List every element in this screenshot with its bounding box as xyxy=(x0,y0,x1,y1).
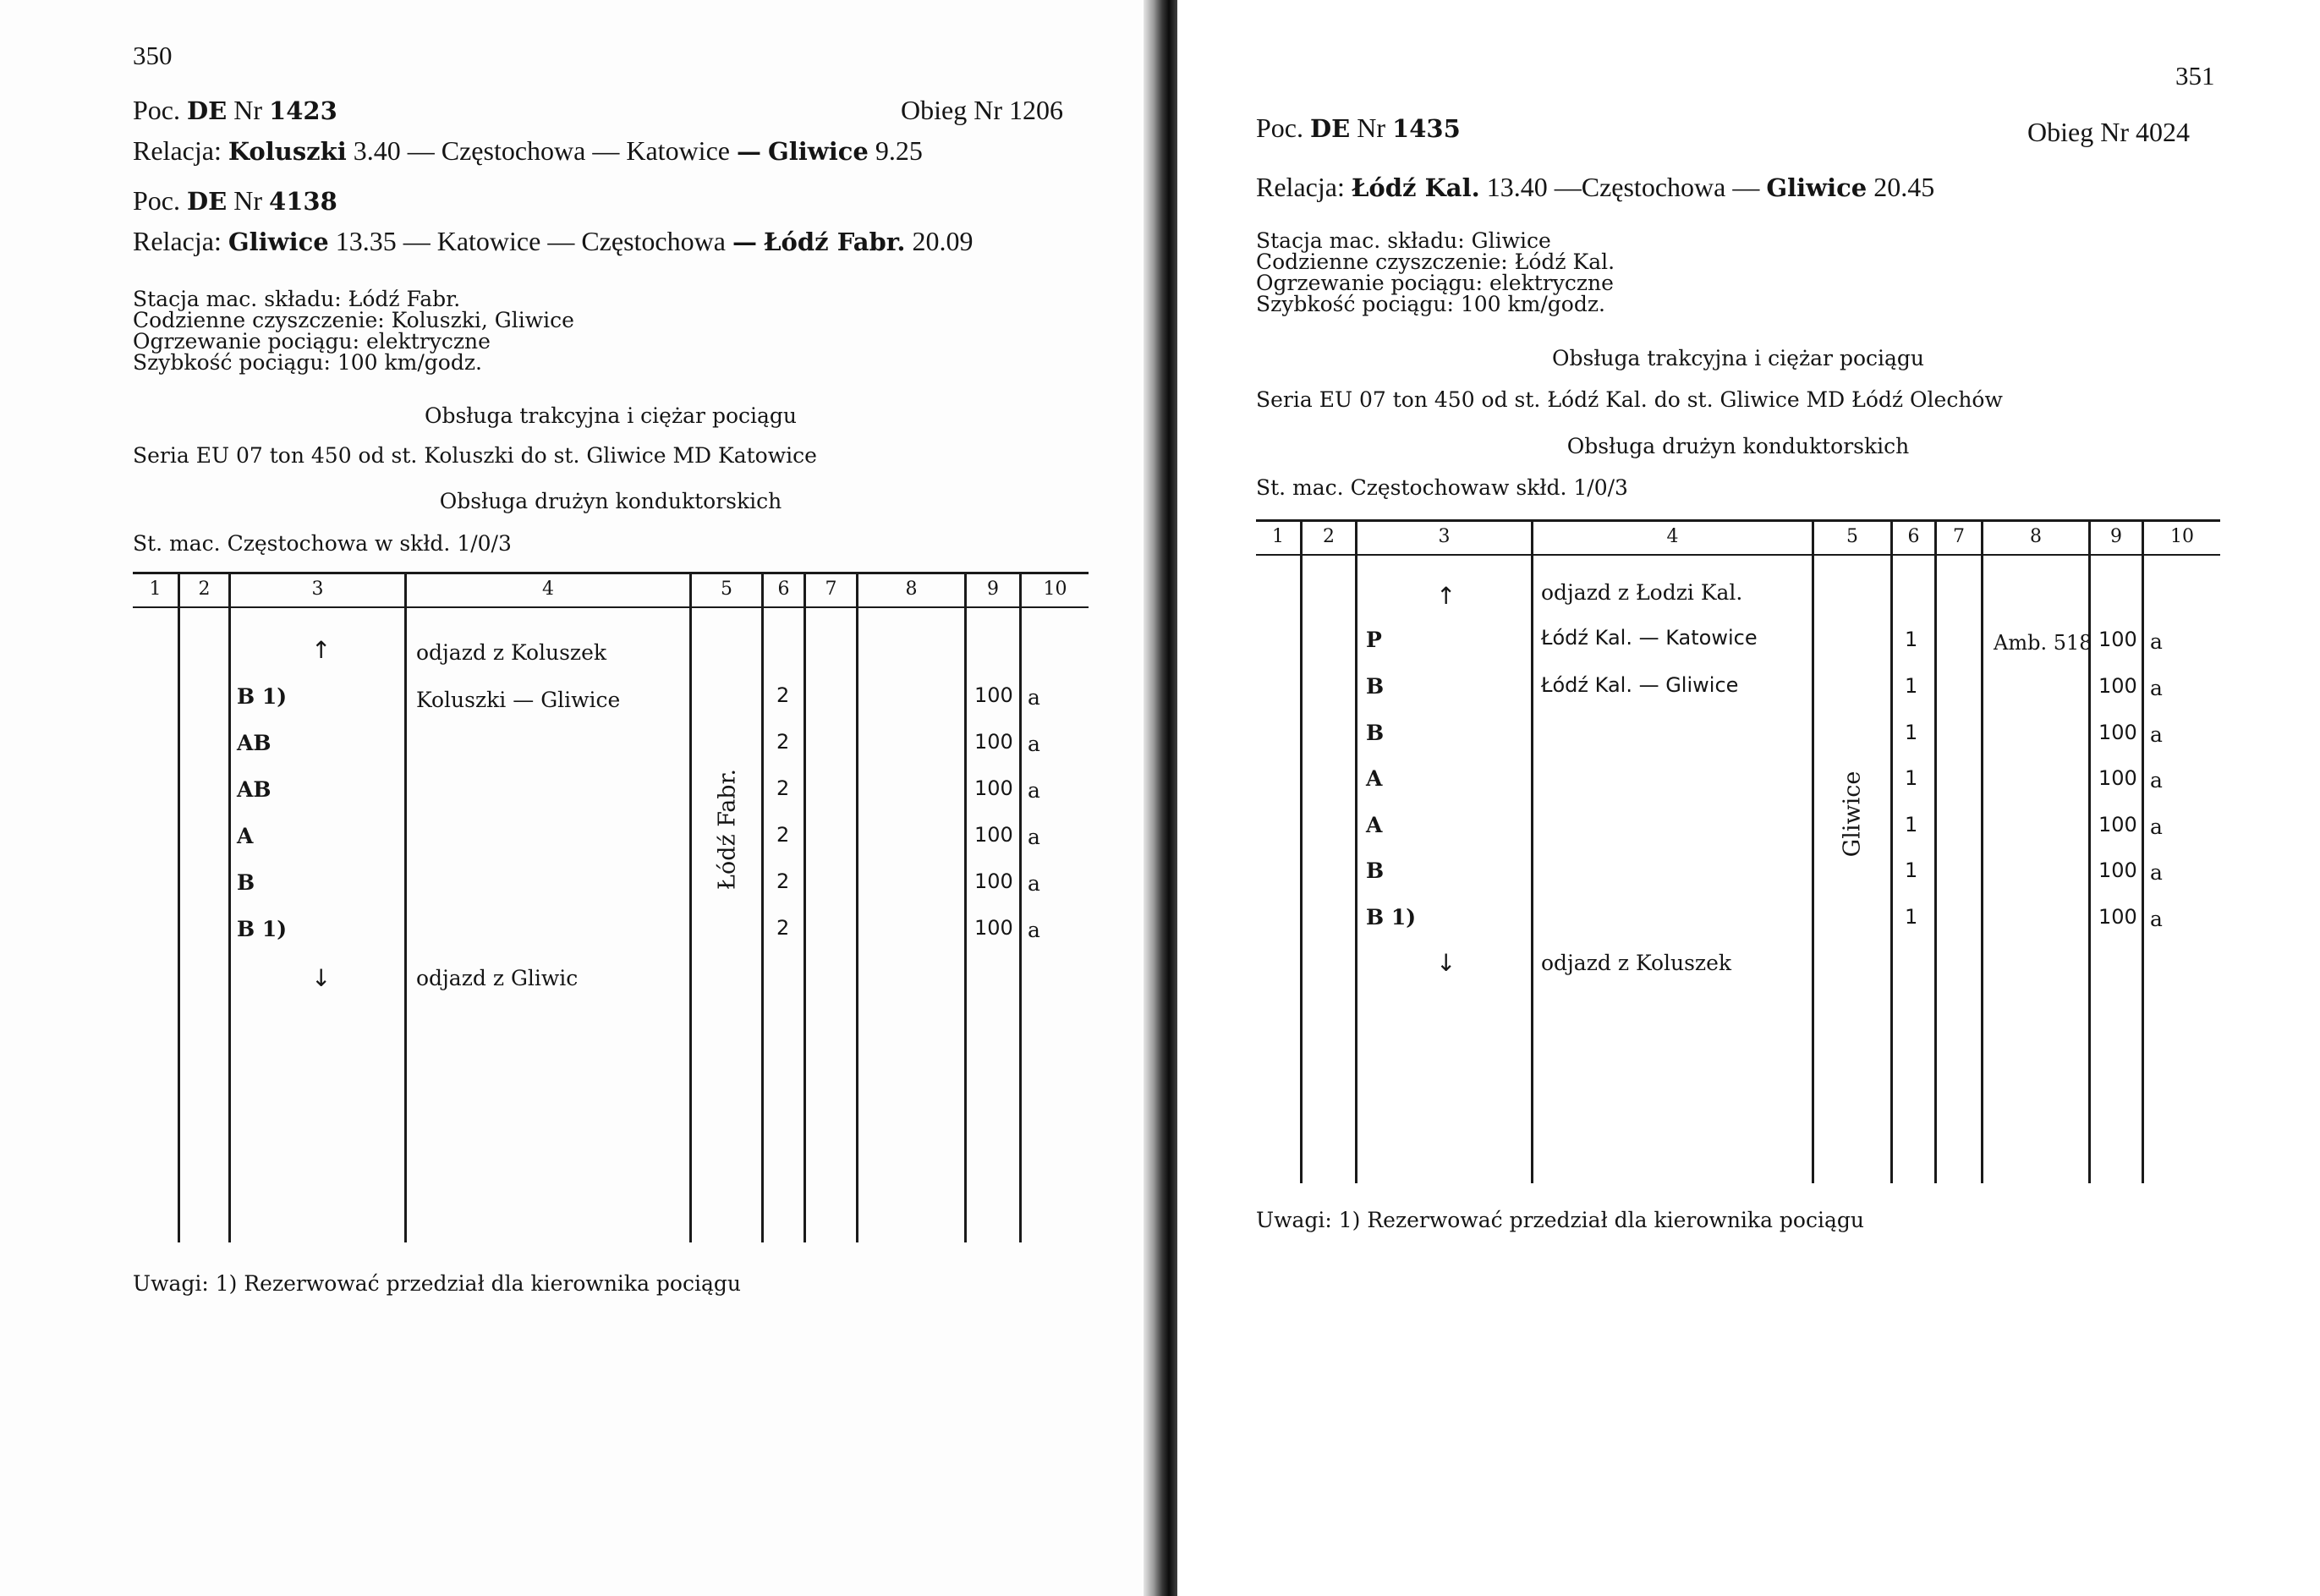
relation-to: Gliwice xyxy=(767,137,869,166)
train-label: Poc. xyxy=(133,95,180,125)
table-cell-mark: a xyxy=(1028,918,1040,942)
traction-line: Seria EU 07 ton 450 od st. Łódź Kal. do st. Gliwice MD Łódź Olechów xyxy=(1256,387,2003,412)
table-cell-weight: 100 xyxy=(974,776,1013,800)
table-cell-count: 1 xyxy=(1905,766,1918,790)
table-cell-weight: 100 xyxy=(2098,674,2137,698)
column-divider xyxy=(1934,522,1937,1183)
table-cell-count: 2 xyxy=(776,916,790,940)
relation-dep-time: 13.40 xyxy=(1486,172,1548,202)
column-header: 9 xyxy=(987,579,999,600)
table-cell-mark: a xyxy=(2150,860,2163,885)
table-cell-class: A xyxy=(1366,813,1383,837)
table-cell-mark: a xyxy=(1028,732,1040,756)
relation-to: Łódź Fabr. xyxy=(763,228,906,256)
page-number: 350 xyxy=(133,41,173,70)
train-header xyxy=(1256,112,1461,144)
column-header: 2 xyxy=(1323,526,1335,547)
relation-dash: — xyxy=(547,226,575,256)
table-cell-count: 1 xyxy=(1905,858,1918,882)
relation-dash: — xyxy=(592,135,620,166)
relation-dep-time: 13.35 xyxy=(335,226,397,256)
table-cell-count: 2 xyxy=(776,683,790,707)
info-line: Szybkość pociągu: 100 km/godz. xyxy=(133,350,482,375)
column-divider xyxy=(761,574,764,1242)
info-line: Stacja mac. składu: Łódź Fabr. xyxy=(133,287,461,311)
column-header: 3 xyxy=(311,579,324,600)
crew-title: Obsługa drużyn konduktorskich xyxy=(1566,434,1910,458)
info-line: Stacja mac. składu: Gliwice xyxy=(1256,228,1551,253)
table-cell-count: 2 xyxy=(776,730,790,754)
train-category: DE xyxy=(1310,114,1351,143)
train-label: Poc. xyxy=(133,185,180,216)
train-header xyxy=(133,95,337,126)
relation-via: Katowice xyxy=(436,226,541,256)
crew-line: St. mac. Częstochowaw skłd. 1/0/3 xyxy=(1256,475,1628,500)
column-header: 5 xyxy=(1846,526,1858,547)
relation-via: Częstochowa xyxy=(1581,172,1726,202)
column-header: 9 xyxy=(2110,526,2122,547)
table-cell-count: 1 xyxy=(1905,721,1918,744)
relation-dash: — xyxy=(1554,172,1582,202)
depart-from: odjazd z Gliwic xyxy=(416,966,579,990)
table-cell-class: AB xyxy=(237,777,271,802)
column-divider xyxy=(1531,522,1533,1183)
table-top-rule xyxy=(133,572,1089,574)
column-divider xyxy=(1019,574,1022,1242)
train-number: 4138 xyxy=(269,187,337,216)
relation-from: Łódź Kal. xyxy=(1351,173,1480,202)
arrow-up-icon: ↑ xyxy=(311,636,332,664)
train-number: 1435 xyxy=(1392,114,1461,143)
station-vertical: Gliwice xyxy=(1839,771,1866,858)
page-number: 351 xyxy=(2175,61,2215,90)
obieg-number: Obieg Nr 4024 xyxy=(2027,117,2190,147)
relation-dep-time: 3.40 xyxy=(353,135,401,166)
relation-line xyxy=(133,226,974,257)
relation-arr-time: 20.09 xyxy=(912,226,974,256)
relation-line xyxy=(133,135,923,167)
train-label: Poc. xyxy=(1256,112,1303,143)
relation-via: Częstochowa xyxy=(441,135,586,166)
table-cell-route: Łódź Kal. — Gliwice xyxy=(1541,673,1739,697)
table-cell-weight: 100 xyxy=(974,869,1013,893)
crew-line: St. mac. Częstochowa w skłd. 1/0/3 xyxy=(133,531,512,556)
info-line: Ogrzewanie pociągu: elektryczne xyxy=(1256,271,1614,295)
table-cell-note: Amb. 518 xyxy=(1994,631,2092,655)
table-cell-class: B xyxy=(237,870,255,895)
column-divider xyxy=(803,574,806,1242)
table-cell-route: Łódź Kal. — Katowice xyxy=(1541,626,1758,650)
info-line: Szybkość pociągu: 100 km/godz. xyxy=(1256,292,1605,316)
relation-to: Gliwice xyxy=(1766,173,1868,202)
table-cell-mark: a xyxy=(1028,825,1040,849)
table-cell-class: A xyxy=(237,824,254,848)
table-cell-count: 1 xyxy=(1905,905,1918,929)
column-header: 6 xyxy=(1907,526,1920,547)
table-cell-mark: a xyxy=(2150,907,2163,931)
table-cell-class: AB xyxy=(237,731,271,755)
relation-arr-time: 9.25 xyxy=(875,135,923,166)
relation-label: Relacja: xyxy=(133,226,222,256)
table-cell-mark: a xyxy=(2150,814,2163,839)
train-nr-label: Nr xyxy=(233,185,263,216)
table-cell-count: 1 xyxy=(1905,813,1918,836)
column-header: 4 xyxy=(542,579,554,600)
table-cell-count: 2 xyxy=(776,776,790,800)
obieg-number: Obieg Nr 1206 xyxy=(901,95,1063,125)
table-cell-mark: a xyxy=(1028,871,1040,896)
column-header: 2 xyxy=(198,579,211,600)
train-category: DE xyxy=(187,96,228,125)
column-divider xyxy=(404,574,407,1242)
depart-from: odjazd z Łodzi Kal. xyxy=(1541,580,1743,605)
column-header: 7 xyxy=(825,579,837,600)
column-header: 1 xyxy=(149,579,162,600)
arrow-up-icon: ↑ xyxy=(1436,582,1456,610)
relation-from: Gliwice xyxy=(228,228,329,256)
info-line: Codzienne czyszczenie: Koluszki, Gliwice xyxy=(133,308,574,332)
table-header-rule xyxy=(1256,554,2220,556)
table-cell-count: 2 xyxy=(776,823,790,847)
table-cell-count: 2 xyxy=(776,869,790,893)
train-nr-label: Nr xyxy=(233,95,263,125)
column-header: 7 xyxy=(1953,526,1965,547)
column-divider xyxy=(2142,522,2144,1183)
relation-dash: — xyxy=(736,137,761,166)
table-cell-class: B 1) xyxy=(1366,905,1417,930)
relation-from: Koluszki xyxy=(228,137,347,166)
depart-from: odjazd z Koluszek xyxy=(416,640,607,665)
column-divider xyxy=(964,574,967,1242)
traction-title: Obsługa trakcyjna i ciężar pociągu xyxy=(1551,346,1925,370)
column-header: 10 xyxy=(2170,526,2194,547)
table-cell-mark: a xyxy=(2150,722,2163,747)
column-header: 3 xyxy=(1438,526,1451,547)
column-divider xyxy=(1300,522,1303,1183)
table-cell-class: B xyxy=(1366,674,1385,699)
info-block xyxy=(1256,230,1615,315)
table-cell-mark: a xyxy=(2150,629,2163,654)
column-divider xyxy=(178,574,180,1242)
train-category: DE xyxy=(187,187,228,216)
relation-dash: — xyxy=(1732,172,1760,202)
info-line: Codzienne czyszczenie: Łódź Kal. xyxy=(1256,250,1615,274)
column-header: 1 xyxy=(1272,526,1284,547)
arrow-down-icon: ↓ xyxy=(311,964,332,992)
table-cell-weight: 100 xyxy=(2098,905,2137,929)
relation-dash: — xyxy=(407,135,435,166)
column-divider xyxy=(1981,522,1983,1183)
table-cell-class: A xyxy=(1366,766,1383,791)
table-cell-weight: 100 xyxy=(2098,721,2137,744)
table-cell-weight: 100 xyxy=(974,823,1013,847)
traction-line: Seria EU 07 ton 450 od st. Koluszki do st. Gliwice MD Katowice xyxy=(133,443,817,468)
arrow-down-icon: ↓ xyxy=(1436,949,1456,977)
table-cell-mark: a xyxy=(2150,768,2163,793)
book-gutter xyxy=(1144,0,1177,1596)
right-page xyxy=(1177,0,2320,1596)
info-line: Ogrzewanie pociągu: elektryczne xyxy=(133,329,491,354)
table-cell-weight: 100 xyxy=(2098,858,2137,882)
station-vertical: Łódź Fabr. xyxy=(714,768,741,891)
info-block xyxy=(133,288,574,373)
column-header: 4 xyxy=(1666,526,1679,547)
traction-title: Obsługa trakcyjna i ciężar pociągu xyxy=(424,403,798,428)
column-header: 8 xyxy=(2030,526,2042,547)
table-cell-class: B 1) xyxy=(237,684,288,709)
column-header: 6 xyxy=(777,579,790,600)
table-cell-mark: a xyxy=(1028,778,1040,803)
train-number: 1423 xyxy=(269,96,337,125)
relation-via: Częstochowa xyxy=(581,226,726,256)
table-header-rule xyxy=(133,606,1089,608)
table-cell-mark: a xyxy=(2150,676,2163,700)
train-header xyxy=(133,185,337,217)
column-header: 8 xyxy=(905,579,918,600)
relation-line xyxy=(1256,172,1934,203)
column-divider xyxy=(689,574,692,1242)
column-divider xyxy=(1890,522,1893,1183)
relation-label: Relacja: xyxy=(1256,172,1345,202)
relation-arr-time: 20.45 xyxy=(1873,172,1935,202)
relation-via: Katowice xyxy=(626,135,730,166)
column-divider xyxy=(228,574,231,1242)
footnote: Uwagi: 1) Rezerwować przedział dla kierownika pociągu xyxy=(133,1271,741,1296)
column-divider xyxy=(1355,522,1357,1183)
table-cell-class: P xyxy=(1366,628,1382,652)
table-cell-class: B xyxy=(1366,721,1385,745)
relation-label: Relacja: xyxy=(133,135,222,166)
depart-from: odjazd z Koluszek xyxy=(1541,951,1732,975)
column-divider xyxy=(1812,522,1814,1183)
table-cell-mark: a xyxy=(1028,685,1040,710)
table-cell-route: Koluszki — Gliwice xyxy=(416,688,621,712)
table-cell-count: 1 xyxy=(1905,628,1918,651)
table-top-rule xyxy=(1256,519,2220,522)
crew-title: Obsługa drużyn konduktorskich xyxy=(439,489,782,513)
column-divider xyxy=(856,574,858,1242)
column-header: 5 xyxy=(721,579,732,600)
footnote: Uwagi: 1) Rezerwować przedział dla kierownika pociągu xyxy=(1256,1208,1864,1232)
table-cell-weight: 100 xyxy=(2098,766,2137,790)
table-cell-weight: 100 xyxy=(974,730,1013,754)
relation-dash: — xyxy=(403,226,431,256)
table-cell-count: 1 xyxy=(1905,674,1918,698)
column-divider xyxy=(2088,522,2091,1183)
train-nr-label: Nr xyxy=(1357,112,1386,143)
table-cell-weight: 100 xyxy=(2098,813,2137,836)
table-cell-class: B 1) xyxy=(237,917,288,941)
table-cell-weight: 100 xyxy=(974,683,1013,707)
table-cell-class: B xyxy=(1366,858,1385,883)
relation-dash: — xyxy=(732,228,757,256)
column-header: 10 xyxy=(1043,579,1067,600)
table-cell-weight: 100 xyxy=(2098,628,2137,651)
table-cell-weight: 100 xyxy=(974,916,1013,940)
left-page xyxy=(0,0,1144,1596)
